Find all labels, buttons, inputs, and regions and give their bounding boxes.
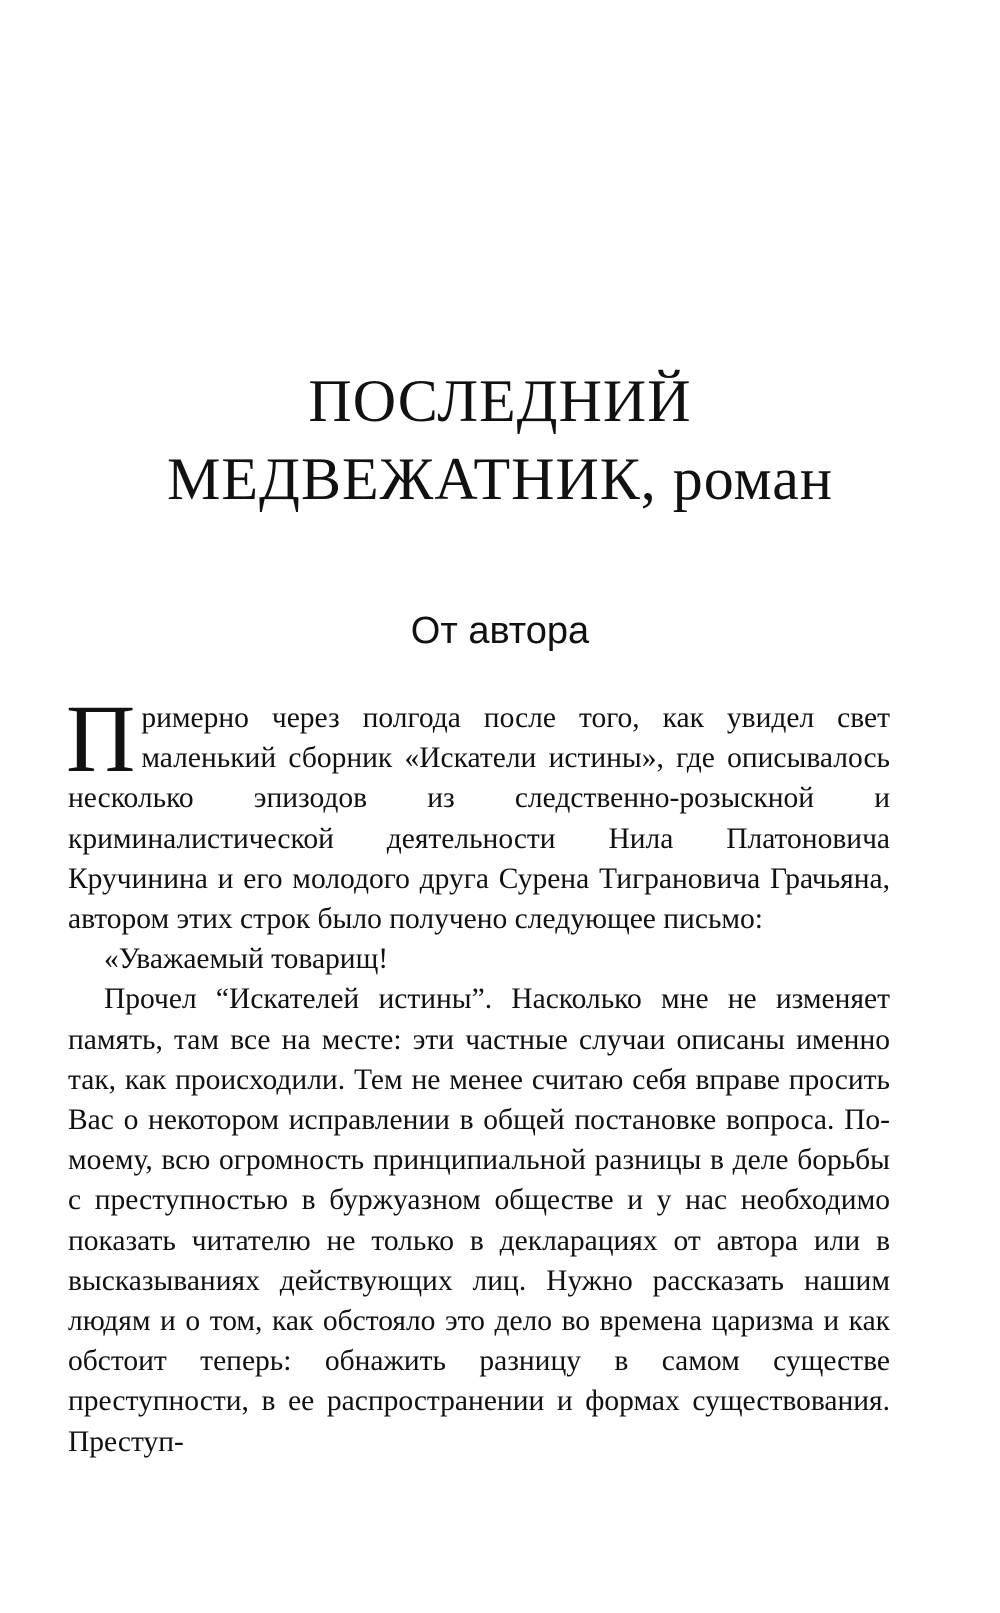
first-paragraph: [66, 685, 890, 939]
letter-greeting: «Уважаемый товарищ!: [104, 943, 389, 976]
drop-cap: П: [66, 685, 136, 792]
first-paragraph-text: римерно через полгода после того, как увидел свет маленький сборник «Искатели истины», где описывалось несколько эпизодов из следственно-розыскной и криминалистической деятельности Нила Платоновича Кручинина и его молодого друга Сурена Тиграновича Грачьяна, автором этих строк было получено следующее письмо:: [68, 702, 890, 936]
chapter-title-line-1: ПОСЛЕДНИЙ: [308, 368, 692, 434]
chapter-title-line-2: МЕДВЕЖАТНИК, роман: [167, 446, 833, 512]
letter-paragraph: Прочел “Искателей истины”. Насколько мне не изменяет память, там все на месте: эти частные случаи описаны именно так, как происходили. Тем не менее считаю себя вправе просить Вас о некотором исправлении в общей постановке вопроса. По-моему, всю огромность принципиальной разницы в деле борьбы с преступностью в буржуазном обществе и у нас необходимо показать читателю не только в декларациях от автора или в высказываниях действующих лиц. Нужно рассказать нашим людям и о том, как обстояло это дело во времена царизма и как обстоит теперь: обнажить разницу в самом существе преступности, в ее распространении и формах существования. Преступ-: [68, 983, 890, 1458]
section-heading: От автора: [410, 610, 590, 652]
body-text: [66, 685, 890, 1462]
chapter-title: [0, 362, 1000, 518]
